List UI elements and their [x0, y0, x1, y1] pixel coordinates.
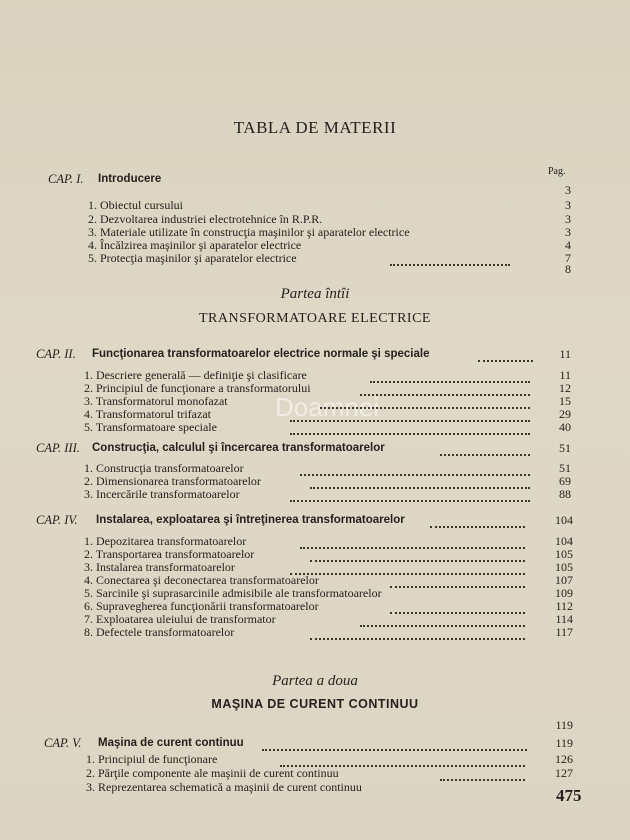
page-ref: 15 [559, 394, 571, 408]
dot-leader [290, 423, 530, 435]
toc-item [0, 420, 630, 435]
item-text: 4. Transformatorul trifazat [84, 407, 211, 421]
item-text: 3. Reprezentarea schematică a maşinii de curent continuu [86, 780, 362, 794]
item-text: 3. Instalarea transformatoarelor [84, 560, 235, 574]
chapter-row-2 [0, 347, 630, 362]
item-text: 6. Supravegherea funcţionării transformatoarelor [84, 599, 319, 613]
page-ref: 4 [565, 238, 571, 252]
page-ref: 117 [555, 625, 573, 639]
chapter-title: Funcţionarea transformatoarelor electrice normale şi speciale [92, 348, 430, 360]
page-ref: 51 [559, 441, 571, 455]
page-ref: 29 [559, 407, 571, 421]
item-text: 5. Sarcinile şi suprasarcinile admisibile ale transformatoarelor [84, 586, 382, 600]
toc-item [0, 780, 630, 795]
item-text: 5. Protecţia maşinilor şi aparatelor electrice [88, 251, 297, 265]
dot-leader [290, 490, 530, 502]
chapter-page-row [0, 183, 630, 198]
dot-leader [440, 444, 530, 456]
item-text: 1. Obiectul cursului [88, 198, 183, 212]
toc-item [0, 752, 630, 767]
chapter-row-5 [0, 736, 630, 751]
page-ref: 112 [555, 599, 573, 613]
toc-item [0, 766, 630, 781]
page-ref: 119 [555, 718, 573, 732]
item-text: 3. Incercările transformatoarelor [84, 487, 240, 501]
page-ref: 114 [555, 612, 573, 626]
page-ref: 105 [555, 547, 573, 561]
watermark-text: Doamnei [275, 392, 380, 422]
item-text: 1. Principiul de funcţionare [86, 752, 218, 766]
chapter-label: CAP. IV. [36, 513, 78, 527]
page-ref: 12 [559, 381, 571, 395]
page-ref: 40 [559, 420, 571, 434]
page-ref: 11 [559, 347, 571, 361]
page-ref: 7 [565, 251, 571, 265]
dot-leader [262, 739, 527, 751]
page-title: TABLA DE MATERII [233, 118, 397, 137]
item-text: 4. Conectarea şi deconectarea transformatoarelor [84, 573, 319, 587]
page-ref: 51 [559, 461, 571, 475]
page-ref: 3 [565, 183, 571, 197]
chapter-label: CAP. I. [48, 172, 84, 186]
page-ref: 127 [555, 766, 573, 780]
item-text: 3. Materiale utilizate în construcţia maşinilor şi aparatelor electrice [88, 225, 410, 239]
item-text: 2. Dezvoltarea industriei electrotehnice în R.P.R. [88, 212, 323, 226]
chapter-title: Construcţia, calculul şi încercarea transformatoarelor [92, 442, 385, 454]
page-ref: 109 [555, 586, 573, 600]
item-text: 2. Transportarea transformatoarelor [84, 547, 255, 561]
item-text: 1. Depozitarea transformatoarelor [84, 534, 247, 548]
chapter-extra-page [0, 262, 630, 277]
dot-leader [310, 628, 525, 640]
chapter-title: Instalarea, exploatarea şi întreţinerea transformatoarelor [96, 514, 405, 526]
page-ref: 8 [565, 262, 571, 276]
page-ref: 69 [559, 474, 571, 488]
page-ref: 104 [555, 534, 573, 548]
pag-column-label: Pag. [548, 166, 566, 177]
item-text: 4. Încălzirea maşinilor şi aparatelor electrice [88, 238, 302, 252]
toc-item [0, 198, 630, 213]
part-label: Partea a doua [272, 673, 358, 689]
part-title: TRANSFORMATOARE ELECTRICE [199, 311, 431, 326]
item-text: 2. Părţile componente ale maşinii de curent continuu [86, 766, 339, 780]
item-text: 2. Dimensionarea transformatoarelor [84, 474, 261, 488]
chapter-title: Maşina de curent continuu [98, 737, 244, 749]
toc-item [0, 625, 630, 640]
item-text: 1. Construcţia transformatoarelor [84, 461, 244, 475]
page-ref: 3 [565, 212, 571, 226]
part-title: MAŞINA DE CURENT CONTINUU [211, 697, 419, 711]
chapter-label: CAP. V. [44, 736, 82, 750]
chapter-title: Introducere [98, 173, 162, 185]
page-ref: 11 [559, 368, 571, 382]
page-ref: 3 [565, 225, 571, 239]
page-ref: 105 [555, 560, 573, 574]
item-text: 8. Defectele transformatoarelor [84, 625, 235, 639]
dot-leader [478, 350, 533, 362]
page-ref: 104 [555, 513, 573, 527]
page-ref: 88 [559, 487, 571, 501]
chapter-label: CAP. II. [36, 347, 76, 361]
page-ref: 126 [555, 752, 573, 766]
dot-leader [430, 516, 525, 528]
item-text: 7. Exploatarea uleiului de transformator [84, 612, 276, 626]
page-ref: 107 [555, 573, 573, 587]
part-label: Partea întîi [280, 286, 350, 302]
page-ref: 3 [565, 198, 571, 212]
page-number: 475 [556, 786, 582, 805]
chapter-label: CAP. III. [36, 441, 80, 455]
item-text: 3. Transformatorul monofazat [84, 394, 228, 408]
chapter-row-3 [0, 441, 630, 456]
item-text: 5. Transformatoare speciale [84, 420, 217, 434]
page-ref: 119 [555, 736, 573, 750]
item-text: 1. Descriere generală — definiţie şi clasificare [84, 368, 307, 382]
chapter-row-4 [0, 513, 630, 528]
toc-item [0, 487, 630, 502]
chapter-page-row [0, 718, 630, 733]
item-text: 2. Principiul de funcţionare a transformatorului [84, 381, 311, 395]
